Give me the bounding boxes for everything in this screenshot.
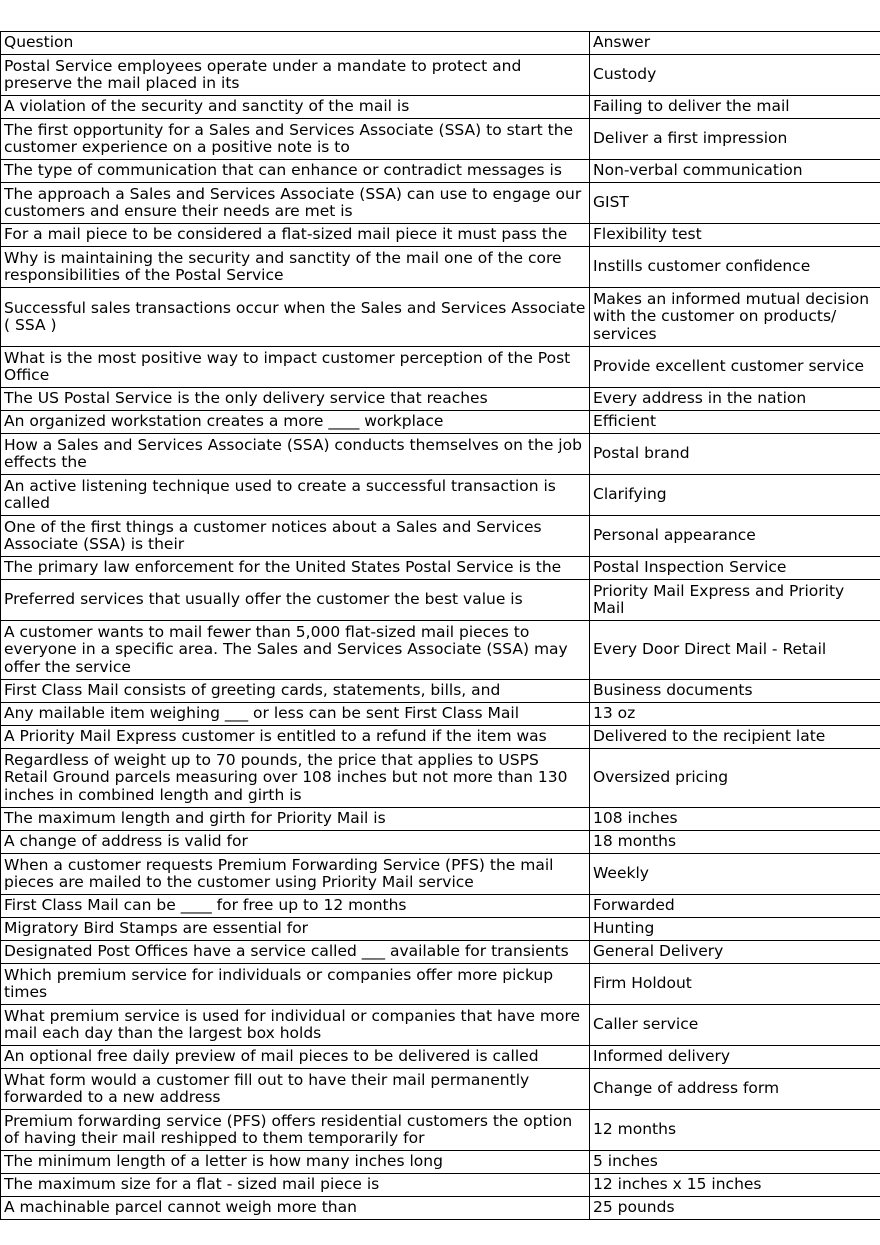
table-row — [1, 854, 880, 895]
table-row — [1, 434, 880, 475]
answer-cell: Efficient — [590, 411, 880, 434]
answer-cell: Business documents — [590, 680, 880, 703]
question-cell: The minimum length of a letter is how many inches long — [1, 1151, 590, 1174]
answer-cell: Change of address form — [590, 1069, 880, 1110]
answer-cell: Custody — [590, 55, 880, 96]
question-cell: A violation of the security and sanctity of the mail is — [1, 96, 590, 119]
header-question: Question — [1, 32, 590, 55]
answer-cell: Priority Mail Express and Priority Mail — [590, 580, 880, 621]
table-row — [1, 388, 880, 411]
header-answer: Answer — [590, 32, 880, 55]
table-row — [1, 516, 880, 557]
question-cell: The maximum size for a flat - sized mail piece is — [1, 1174, 590, 1197]
answer-cell: 13 oz — [590, 703, 880, 726]
question-cell: Regardless of weight up to 70 pounds, the price that applies to USPS Retail Ground parcels measuring over 108 inches but not more than 130 inches in combined length and girth is — [1, 749, 590, 808]
table-row — [1, 964, 880, 1005]
question-cell: First Class Mail can be ____ for free up to 12 months — [1, 895, 590, 918]
answer-cell: Non-verbal communication — [590, 160, 880, 183]
table-row — [1, 1005, 880, 1046]
question-cell: The US Postal Service is the only delivery service that reaches — [1, 388, 590, 411]
table-row — [1, 808, 880, 831]
answer-cell: General Delivery — [590, 941, 880, 964]
answer-cell: Personal appearance — [590, 516, 880, 557]
table-row — [1, 347, 880, 388]
answer-cell: Every Door Direct Mail - Retail — [590, 621, 880, 680]
table-row — [1, 580, 880, 621]
question-cell: For a mail piece to be considered a flat-sized mail piece it must pass the — [1, 224, 590, 247]
table-row — [1, 1174, 880, 1197]
question-cell: The primary law enforcement for the United States Postal Service is the — [1, 557, 590, 580]
question-cell: Migratory Bird Stamps are essential for — [1, 918, 590, 941]
table-row — [1, 1069, 880, 1110]
table-row — [1, 749, 880, 808]
question-cell: Premium forwarding service (PFS) offers residential customers the option of having their mail reshipped to them temporarily for — [1, 1110, 590, 1151]
question-cell: Successful sales transactions occur when the Sales and Services Associate ( SSA ) — [1, 288, 590, 347]
answer-cell: Informed delivery — [590, 1046, 880, 1069]
question-cell: Preferred services that usually offer the customer the best value is — [1, 580, 590, 621]
table-row — [1, 160, 880, 183]
qa-table-body — [1, 32, 880, 1220]
table-row — [1, 183, 880, 224]
table-row — [1, 119, 880, 160]
table-row — [1, 475, 880, 516]
table-row — [1, 55, 880, 96]
table-row — [1, 224, 880, 247]
question-cell: What premium service is used for individual or companies that have more mail each day than the largest box holds — [1, 1005, 590, 1046]
answer-cell: Makes an informed mutual decision with the customer on products/ services — [590, 288, 880, 347]
table-row — [1, 411, 880, 434]
answer-cell: Postal Inspection Service — [590, 557, 880, 580]
table-row — [1, 1046, 880, 1069]
question-cell: Designated Post Offices have a service called ___ available for transients — [1, 941, 590, 964]
question-cell: A Priority Mail Express customer is entitled to a refund if the item was — [1, 726, 590, 749]
answer-cell: Postal brand — [590, 434, 880, 475]
question-cell: A change of address is valid for — [1, 831, 590, 854]
question-cell: The maximum length and girth for Priority Mail is — [1, 808, 590, 831]
table-row — [1, 680, 880, 703]
question-cell: An organized workstation creates a more ____ workplace — [1, 411, 590, 434]
question-cell: A customer wants to mail fewer than 5,000 flat-sized mail pieces to everyone in a specific area. The Sales and Services Associate (SSA) may offer the service — [1, 621, 590, 680]
question-cell: One of the first things a customer notices about a Sales and Services Associate (SSA) is their — [1, 516, 590, 557]
answer-cell: Weekly — [590, 854, 880, 895]
table-row — [1, 288, 880, 347]
table-row — [1, 621, 880, 680]
answer-cell: Delivered to the recipient late — [590, 726, 880, 749]
answer-cell: Flexibility test — [590, 224, 880, 247]
answer-cell: Hunting — [590, 918, 880, 941]
question-cell: What form would a customer fill out to have their mail permanently forwarded to a new address — [1, 1069, 590, 1110]
qa-table — [0, 31, 880, 1220]
answer-cell: 5 inches — [590, 1151, 880, 1174]
answer-cell: Firm Holdout — [590, 964, 880, 1005]
table-row — [1, 557, 880, 580]
answer-cell: Clarifying — [590, 475, 880, 516]
answer-cell: GIST — [590, 183, 880, 224]
answer-cell: Instills customer confidence — [590, 247, 880, 288]
answer-cell: 108 inches — [590, 808, 880, 831]
question-cell: How a Sales and Services Associate (SSA) conducts themselves on the job effects the — [1, 434, 590, 475]
question-cell: The first opportunity for a Sales and Services Associate (SSA) to start the customer experience on a positive note is to — [1, 119, 590, 160]
table-row — [1, 941, 880, 964]
table-row — [1, 96, 880, 119]
answer-cell: Forwarded — [590, 895, 880, 918]
answer-cell: 12 inches x 15 inches — [590, 1174, 880, 1197]
answer-cell: Every address in the nation — [590, 388, 880, 411]
question-cell: Postal Service employees operate under a mandate to protect and preserve the mail placed in its — [1, 55, 590, 96]
question-cell: A machinable parcel cannot weigh more than — [1, 1197, 590, 1220]
table-row — [1, 831, 880, 854]
table-row — [1, 1110, 880, 1151]
answer-cell: Deliver a first impression — [590, 119, 880, 160]
table-row — [1, 895, 880, 918]
answer-cell: 12 months — [590, 1110, 880, 1151]
question-cell: Which premium service for individuals or companies offer more pickup times — [1, 964, 590, 1005]
table-row — [1, 247, 880, 288]
answer-cell: Caller service — [590, 1005, 880, 1046]
table-row — [1, 1151, 880, 1174]
question-cell: First Class Mail consists of greeting cards, statements, bills, and — [1, 680, 590, 703]
question-cell: An optional free daily preview of mail pieces to be delivered is called — [1, 1046, 590, 1069]
question-cell: The approach a Sales and Services Associate (SSA) can use to engage our customers and ensure their needs are met is — [1, 183, 590, 224]
question-cell: When a customer requests Premium Forwarding Service (PFS) the mail pieces are mailed to the customer using Priority Mail service — [1, 854, 590, 895]
table-row — [1, 918, 880, 941]
question-cell: Why is maintaining the security and sanctity of the mail one of the core responsibilities of the Postal Service — [1, 247, 590, 288]
question-cell: What is the most positive way to impact customer perception of the Post Office — [1, 347, 590, 388]
answer-cell: Oversized pricing — [590, 749, 880, 808]
table-header-row — [1, 32, 880, 55]
table-row — [1, 1197, 880, 1220]
answer-cell: 18 months — [590, 831, 880, 854]
question-cell: An active listening technique used to create a successful transaction is called — [1, 475, 590, 516]
answer-cell: Provide excellent customer service — [590, 347, 880, 388]
table-row — [1, 726, 880, 749]
table-row — [1, 703, 880, 726]
answer-cell: Failing to deliver the mail — [590, 96, 880, 119]
question-cell: Any mailable item weighing ___ or less can be sent First Class Mail — [1, 703, 590, 726]
answer-cell: 25 pounds — [590, 1197, 880, 1220]
question-cell: The type of communication that can enhance or contradict messages is — [1, 160, 590, 183]
